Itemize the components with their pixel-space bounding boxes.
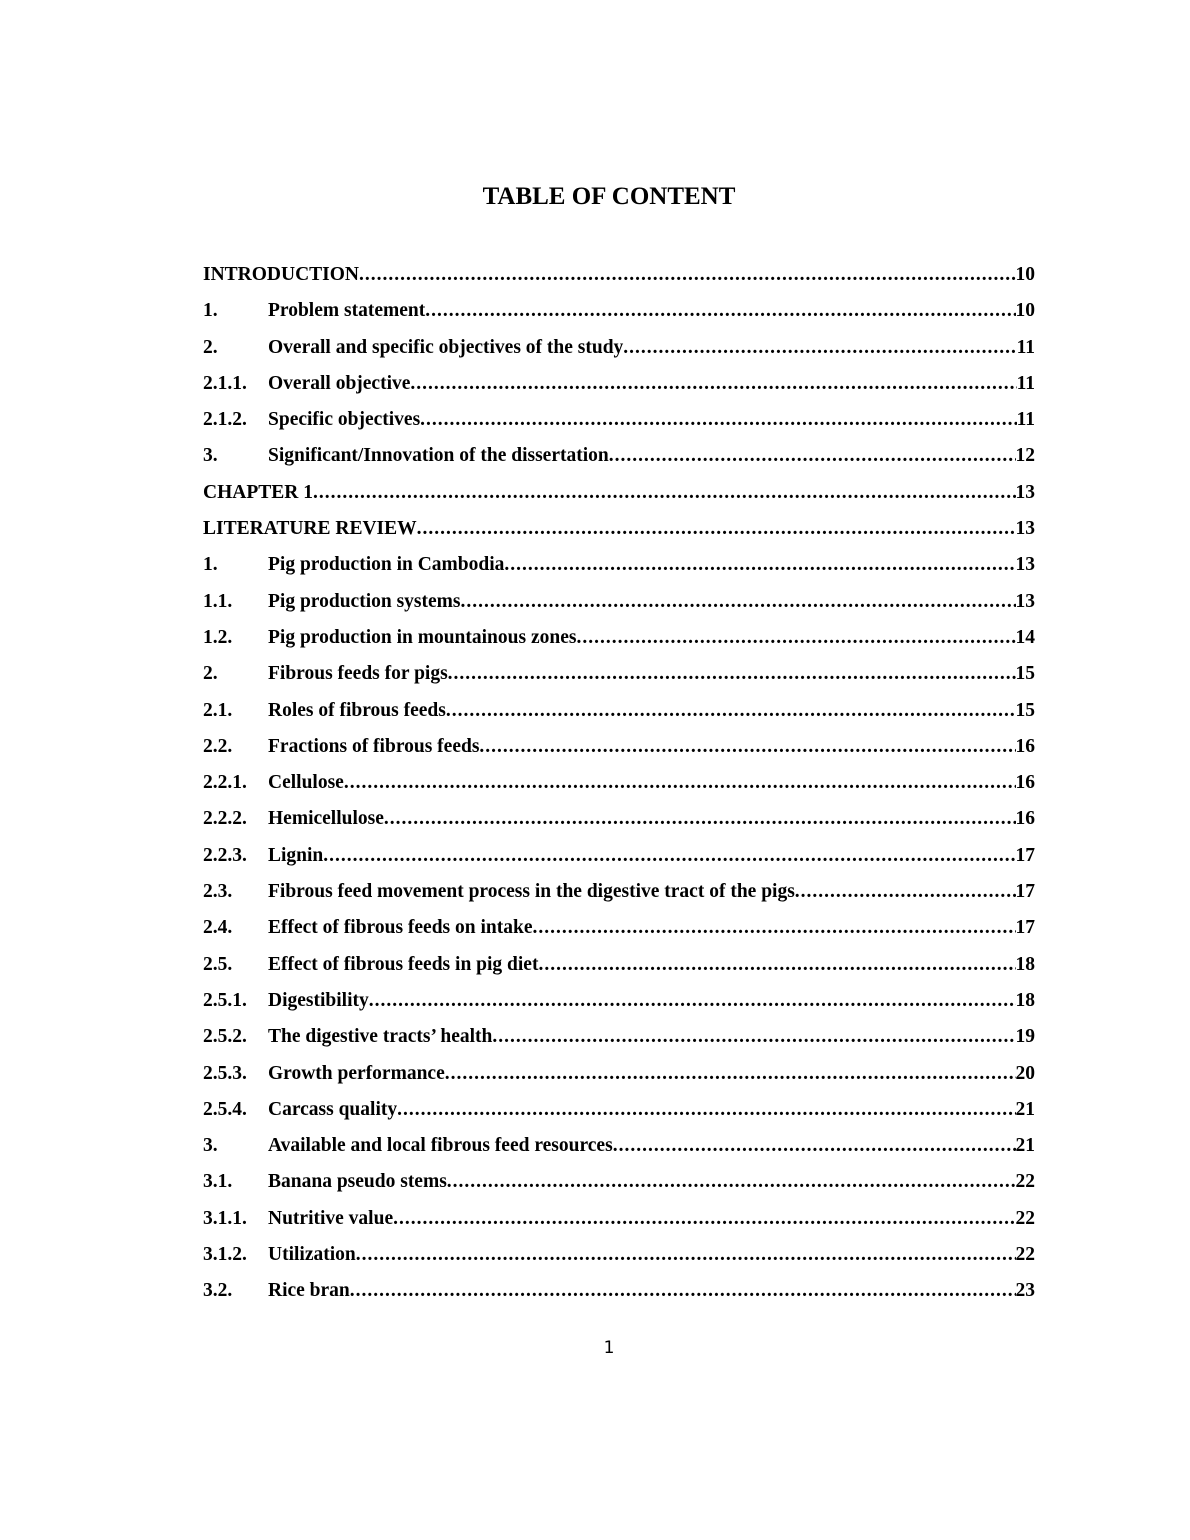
toc-entry-title: LITERATURE REVIEW <box>203 518 417 540</box>
toc-entry-title: Utilization <box>268 1244 356 1266</box>
page-title: TABLE OF CONTENT <box>482 183 736 210</box>
toc-dot-leader <box>393 1201 1015 1237</box>
toc-entry[interactable] <box>203 838 1035 874</box>
page-number: 1 <box>603 1338 615 1358</box>
toc-entry-page: 11 <box>1016 372 1035 394</box>
toc-dot-leader <box>417 511 1016 547</box>
toc-entry-title: Specific objectives <box>268 409 421 431</box>
toc-dot-leader <box>533 910 1016 946</box>
toc-entry-number: 2.2. <box>203 735 233 757</box>
toc-entry-number: 2.1.1. <box>203 372 247 394</box>
toc-entry-page: 22 <box>1015 1244 1035 1266</box>
toc-entry-title: Rice bran <box>268 1280 350 1302</box>
toc-entry-page: 14 <box>1015 626 1035 648</box>
toc-entry-title: Overall objective <box>268 372 411 394</box>
toc-dot-leader <box>461 584 1016 620</box>
toc-entry-page: 10 <box>1015 300 1035 322</box>
toc-entry-number: 3. <box>203 1135 218 1157</box>
toc-entry[interactable] <box>203 656 1035 692</box>
toc-entry-number: 2.3. <box>203 881 233 903</box>
toc-entry-title: Problem statement <box>268 300 426 322</box>
toc-entry-number: 2.2.1. <box>203 772 247 794</box>
toc-entry-page: 15 <box>1015 663 1035 685</box>
toc-entry-page: 18 <box>1015 953 1035 975</box>
toc-dot-leader <box>504 547 1015 583</box>
toc-entry-page: 17 <box>1015 917 1035 939</box>
toc-entry-page: 13 <box>1015 481 1035 503</box>
toc-entry-page: 20 <box>1015 1062 1035 1084</box>
toc-entry-title: Pig production systems <box>268 590 461 612</box>
toc-entry-number: 3.1.1. <box>203 1207 247 1229</box>
toc-entry-number: 2.5.4. <box>203 1098 247 1120</box>
toc-entry-title: Fibrous feed movement process in the digestive tract of the pigs <box>268 881 795 903</box>
toc-dot-leader <box>445 1056 1016 1092</box>
toc-dot-leader <box>425 293 1015 329</box>
toc-entry-page: 21 <box>1015 1098 1035 1120</box>
toc-entry[interactable] <box>203 1019 1035 1055</box>
toc-entry-page: 21 <box>1015 1135 1035 1157</box>
toc-dot-leader <box>609 438 1016 474</box>
toc-entry-number: 2.5.2. <box>203 1026 247 1048</box>
toc-entry-title: Effect of fibrous feeds on intake <box>268 917 533 939</box>
toc-entry-title: Lignin <box>268 844 324 866</box>
toc-entry-page: 16 <box>1015 808 1035 830</box>
toc-entry-number: 3.1.2. <box>203 1244 247 1266</box>
toc-entry-number: 1. <box>203 300 218 322</box>
toc-entry[interactable] <box>203 729 1035 765</box>
toc-entry[interactable] <box>203 983 1035 1019</box>
toc-entry-page: 11 <box>1016 409 1035 431</box>
toc-entry[interactable] <box>203 330 1035 366</box>
toc-entry[interactable] <box>203 293 1035 329</box>
toc-entry-page: 22 <box>1015 1207 1035 1229</box>
toc-entry-page: 16 <box>1015 735 1035 757</box>
toc-entry[interactable] <box>203 438 1035 474</box>
toc-dot-leader <box>446 693 1016 729</box>
toc-entry-number: 2.5.1. <box>203 989 247 1011</box>
toc-entry[interactable] <box>203 620 1035 656</box>
toc-entry[interactable] <box>203 874 1035 910</box>
toc-entry-page: 15 <box>1015 699 1035 721</box>
toc-entry-title: Growth performance <box>268 1062 445 1084</box>
toc-entry[interactable] <box>203 801 1035 837</box>
toc-entry-number: 2.5.3. <box>203 1062 247 1084</box>
toc-entry[interactable] <box>203 1237 1035 1273</box>
toc-dot-leader <box>623 330 1016 366</box>
toc-entry-title: Significant/Innovation of the dissertation <box>268 445 609 467</box>
toc-entry-title: The digestive tracts’ health <box>268 1026 493 1048</box>
toc-entry-title: Pig production in Cambodia <box>268 554 505 576</box>
toc-entry[interactable] <box>203 584 1035 620</box>
toc-entry[interactable] <box>203 1128 1035 1164</box>
toc-entry-page: 16 <box>1015 772 1035 794</box>
toc-entry[interactable] <box>203 910 1035 946</box>
toc-dot-leader <box>420 402 1016 438</box>
toc-entry[interactable] <box>203 947 1035 983</box>
toc-dot-leader <box>323 838 1015 874</box>
toc-entry-number: 2.4. <box>203 917 233 939</box>
toc-entry[interactable] <box>203 1164 1035 1200</box>
toc-entry-page: 11 <box>1016 336 1035 358</box>
toc-dot-leader <box>384 801 1016 837</box>
toc-entry-page: 19 <box>1015 1026 1035 1048</box>
toc-entry-title: Roles of fibrous feeds <box>268 699 446 721</box>
toc-entry[interactable] <box>203 1201 1035 1237</box>
toc-dot-leader <box>350 1273 1016 1309</box>
toc-entry-page: 18 <box>1015 989 1035 1011</box>
toc-entry-number: 3. <box>203 445 218 467</box>
toc-entry-page: 10 <box>1015 264 1035 285</box>
toc-entry-number: 3.1. <box>203 1171 233 1193</box>
toc-entry-number: 3.2. <box>203 1280 233 1302</box>
toc-dot-leader <box>613 1128 1016 1164</box>
toc-entry[interactable] <box>203 511 1035 547</box>
toc-dot-leader <box>359 257 1015 293</box>
toc-dot-leader <box>410 366 1016 402</box>
toc-entry[interactable] <box>203 257 1035 293</box>
toc-dot-leader <box>447 1164 1016 1200</box>
toc-entry[interactable] <box>203 475 1035 511</box>
toc-entry[interactable] <box>203 402 1035 438</box>
toc-entry-title: Cellulose <box>268 772 344 794</box>
toc-dot-leader <box>479 729 1015 765</box>
toc-entry-page: 23 <box>1015 1280 1035 1302</box>
toc-dot-leader <box>356 1237 1016 1273</box>
toc-entry[interactable] <box>203 1092 1035 1128</box>
toc-dot-leader <box>492 1019 1015 1055</box>
toc-entry-number: 1.2. <box>203 626 233 648</box>
toc-entry-number: 2.1. <box>203 699 233 721</box>
toc-entry[interactable] <box>203 1273 1035 1309</box>
toc-dot-leader <box>576 620 1015 656</box>
toc-entry-number: 1. <box>203 554 218 576</box>
toc-entry-number: 2.1.2. <box>203 409 247 431</box>
toc-entry-page: 13 <box>1015 554 1035 576</box>
toc-entry-page: 12 <box>1015 445 1035 467</box>
toc-dot-leader <box>397 1092 1015 1128</box>
toc-entry-title: Pig production in mountainous zones <box>268 626 577 648</box>
table-of-contents <box>203 257 1035 1310</box>
toc-entry-title: Available and local fibrous feed resources <box>268 1135 613 1157</box>
toc-dot-leader <box>795 874 1016 910</box>
toc-entry-number: 2.2.2. <box>203 808 247 830</box>
toc-dot-leader <box>538 947 1015 983</box>
toc-entry-title: Effect of fibrous feeds in pig diet <box>268 953 539 975</box>
toc-entry-title: Hemicellulose <box>268 808 384 830</box>
toc-entry-page: 13 <box>1015 518 1035 540</box>
toc-entry-title: Fractions of fibrous feeds <box>268 735 480 757</box>
toc-entry-page: 22 <box>1015 1171 1035 1193</box>
toc-entry[interactable] <box>203 366 1035 402</box>
toc-dot-leader <box>344 765 1016 801</box>
toc-entry-number: 2. <box>203 663 218 685</box>
toc-entry-title: Carcass quality <box>268 1098 398 1120</box>
toc-entry-number: 2.2.3. <box>203 844 247 866</box>
toc-entry-title: Fibrous feeds for pigs <box>268 663 448 685</box>
toc-dot-leader <box>313 475 1016 511</box>
toc-entry-number: 1.1. <box>203 590 233 612</box>
toc-entry[interactable] <box>203 693 1035 729</box>
toc-entry-page: 17 <box>1015 844 1035 866</box>
toc-entry-title: CHAPTER 1 <box>203 481 313 503</box>
toc-entry-number: 2. <box>203 336 218 358</box>
toc-entry-page: 17 <box>1015 881 1035 903</box>
toc-dot-leader <box>448 656 1016 692</box>
toc-entry[interactable] <box>203 547 1035 583</box>
toc-entry[interactable] <box>203 765 1035 801</box>
toc-entry-number: 2.5. <box>203 953 233 975</box>
toc-entry-title: Overall and specific objectives of the study <box>268 336 624 358</box>
toc-entry-title: Banana pseudo stems <box>268 1171 447 1193</box>
toc-entry-title: Nutritive value <box>268 1207 394 1229</box>
toc-dot-leader <box>369 983 1016 1019</box>
toc-entry-title: Digestibility <box>268 989 369 1011</box>
toc-entry-page: 13 <box>1015 590 1035 612</box>
toc-entry-title: INTRODUCTION <box>203 264 360 285</box>
toc-entry[interactable] <box>203 1056 1035 1092</box>
